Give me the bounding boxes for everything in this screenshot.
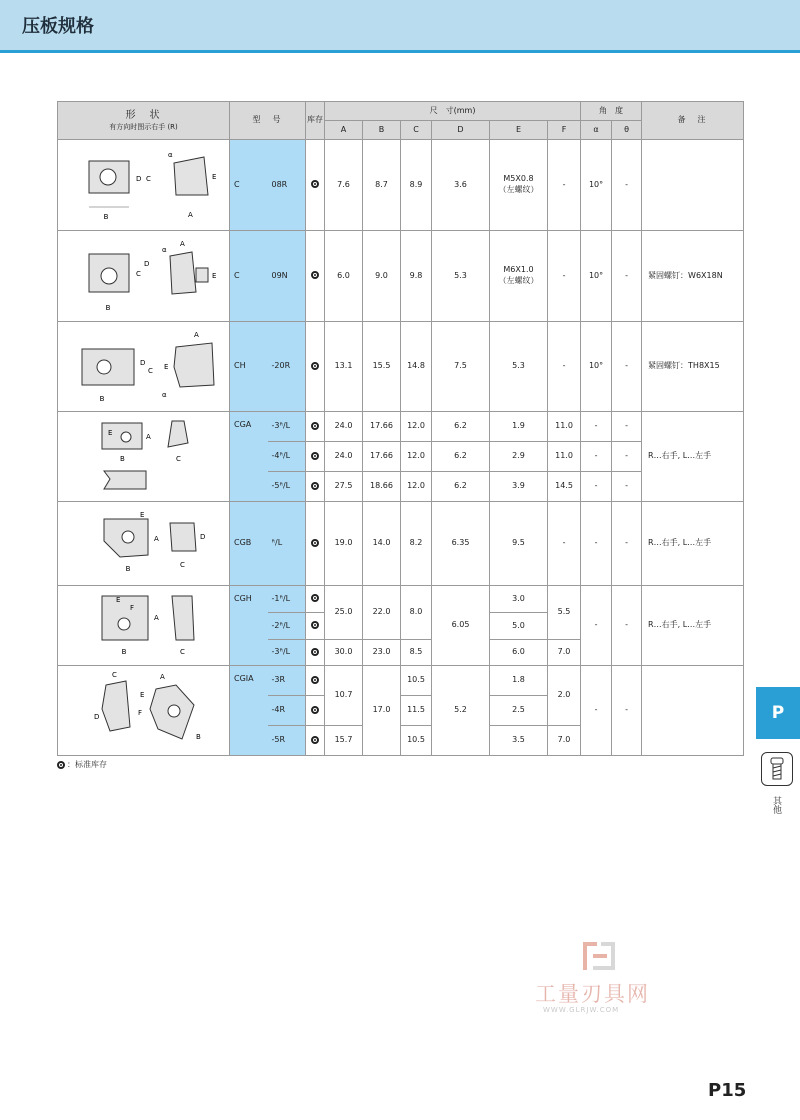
- svg-text:E: E: [211, 173, 216, 181]
- header-c: C: [401, 121, 432, 140]
- cell-c: 12.0: [401, 412, 432, 442]
- stock-icon: [57, 761, 65, 769]
- svg-text:C: C: [179, 560, 185, 569]
- cell-b: 17.66: [363, 442, 401, 472]
- svg-text:C: C: [145, 175, 151, 183]
- svg-text:C: C: [147, 366, 153, 375]
- cell-theta: -: [612, 472, 642, 502]
- table-row: [58, 231, 744, 322]
- header-dimensions: 尺 寸(mm): [325, 102, 581, 121]
- table-row: [58, 586, 744, 613]
- stock-legend: [57, 759, 107, 770]
- header-model: 型 号: [230, 102, 306, 140]
- model-suffix: -1ᴿ/L: [268, 586, 306, 613]
- header-e: E: [490, 121, 548, 140]
- cell-f: 11.0: [548, 442, 581, 472]
- cell-d: 6.2: [432, 412, 490, 442]
- clamp-cgh-drawing: [58, 586, 230, 666]
- model-suffix: 09N: [268, 231, 306, 322]
- cell-c: 8.5: [401, 640, 432, 666]
- header-b: B: [363, 121, 401, 140]
- cell-theta: -: [612, 666, 642, 756]
- cell-f: -: [548, 231, 581, 322]
- stock-icon: [311, 706, 319, 714]
- model-suffix: -2ᴿ/L: [268, 613, 306, 640]
- side-label: 其他: [771, 796, 781, 814]
- stock-icon: [311, 676, 319, 684]
- svg-text:C: C: [175, 454, 181, 463]
- model-suffix: -5ᴿ/L: [268, 472, 306, 502]
- model-prefix: C: [230, 140, 268, 231]
- cell-theta: -: [612, 231, 642, 322]
- cell-note: 紧固螺钉：TH8X15: [642, 322, 744, 412]
- model-prefix: C: [230, 231, 268, 322]
- svg-text:E: E: [211, 272, 216, 280]
- svg-text:A: A: [159, 672, 165, 681]
- cell-c: 12.0: [401, 442, 432, 472]
- cell-note: R…右手, L…左手: [642, 412, 744, 502]
- cell-theta: -: [612, 502, 642, 586]
- clamp-c09n-drawing: [58, 231, 230, 322]
- cell-f: -: [548, 322, 581, 412]
- svg-text:F: F: [129, 603, 134, 612]
- cell-e: 2.9: [490, 442, 548, 472]
- cell-a: 27.5: [325, 472, 363, 502]
- cell-b: 9.0: [363, 231, 401, 322]
- header-angle: 角 度: [581, 102, 642, 121]
- watermark-text: 工量刃具网: [535, 982, 650, 1006]
- cell-alpha: -: [581, 586, 612, 666]
- cell-b: 17.66: [363, 412, 401, 442]
- svg-text:C: C: [179, 647, 185, 656]
- svg-text:E: E: [163, 362, 168, 371]
- svg-text:F: F: [137, 708, 142, 717]
- watermark-logo-icon: [579, 940, 619, 972]
- model-prefix: CGA: [230, 412, 268, 502]
- section-tab-p[interactable]: P: [756, 687, 800, 739]
- header-shape: 形 状 有方向时图示右手 (R): [58, 102, 230, 140]
- page-number: P15: [708, 1080, 747, 1101]
- table-row: [58, 322, 744, 412]
- clamp-cgia-drawing: [58, 666, 230, 756]
- cell-d: 5.2: [432, 666, 490, 756]
- table-row: [58, 140, 744, 231]
- cell-a: 6.0: [325, 231, 363, 322]
- svg-text:A: A: [153, 613, 159, 622]
- cell-c: 9.8: [401, 231, 432, 322]
- table-row: [58, 412, 744, 442]
- svg-text:E: E: [139, 690, 144, 699]
- cell-e: 1.8: [490, 666, 548, 696]
- cell-alpha: -: [581, 502, 612, 586]
- cell-c: 8.9: [401, 140, 432, 231]
- model-suffix: -4R: [268, 696, 306, 726]
- screw-icon: [761, 752, 793, 786]
- svg-text:C: C: [135, 270, 141, 278]
- cell-f: 11.0: [548, 412, 581, 442]
- svg-text:A: A: [193, 330, 199, 339]
- table-row: [58, 666, 744, 696]
- svg-text:A: A: [153, 534, 159, 543]
- stock-cell: [306, 640, 325, 666]
- stock-cell: [306, 696, 325, 726]
- cell-alpha: -: [581, 442, 612, 472]
- cell-d: 3.6: [432, 140, 490, 231]
- stock-cell: [306, 412, 325, 442]
- stock-cell: [306, 322, 325, 412]
- cell-b: 18.66: [363, 472, 401, 502]
- stock-icon: [311, 271, 319, 279]
- cell-e: 1.9: [490, 412, 548, 442]
- model-suffix: 08R: [268, 140, 306, 231]
- cell-d: 5.3: [432, 231, 490, 322]
- svg-text:D: D: [143, 260, 149, 268]
- cell-c: 11.5: [401, 696, 432, 726]
- model-suffix: -20R: [268, 322, 306, 412]
- cell-a: 24.0: [325, 442, 363, 472]
- clamp-cga-drawing: [58, 412, 230, 502]
- cell-b: 8.7: [363, 140, 401, 231]
- stock-cell: [306, 140, 325, 231]
- cell-d: 6.05: [432, 586, 490, 666]
- svg-text:B: B: [119, 454, 125, 463]
- cell-f: -: [548, 502, 581, 586]
- stock-cell: [306, 666, 325, 696]
- cell-c: 14.8: [401, 322, 432, 412]
- stock-icon: [311, 452, 319, 460]
- watermark: [535, 940, 675, 1020]
- header-d: D: [432, 121, 490, 140]
- cell-f: 2.0: [548, 666, 581, 726]
- clamp-c08r-drawing: [58, 140, 230, 231]
- svg-text:C: C: [111, 670, 117, 679]
- clamp-ch20r-drawing: [58, 322, 230, 412]
- stock-icon: [311, 594, 319, 602]
- stock-cell: [306, 442, 325, 472]
- svg-text:D: D: [135, 175, 141, 183]
- stock-cell: [306, 472, 325, 502]
- cell-alpha: -: [581, 666, 612, 756]
- cell-b: 15.5: [363, 322, 401, 412]
- header-a: A: [325, 121, 363, 140]
- model-suffix: -4ᴿ/L: [268, 442, 306, 472]
- svg-text:D: D: [199, 532, 205, 541]
- svg-text:α: α: [161, 246, 167, 254]
- cell-d: 6.35: [432, 502, 490, 586]
- stock-icon: [311, 362, 319, 370]
- cell-alpha: 10°: [581, 322, 612, 412]
- cell-e: 5.0: [490, 613, 548, 640]
- cell-alpha: 10°: [581, 231, 612, 322]
- header-alpha: α: [581, 121, 612, 140]
- cell-e: 3.9: [490, 472, 548, 502]
- cell-e: M6X1.0 （左螺纹）: [490, 231, 548, 322]
- table-row: [58, 502, 744, 586]
- model-suffix: -5R: [268, 726, 306, 756]
- cell-a: 13.1: [325, 322, 363, 412]
- model-suffix: -3ᴿ/L: [268, 640, 306, 666]
- cell-a: 19.0: [325, 502, 363, 586]
- cell-note: R…右手, L…左手: [642, 586, 744, 666]
- cell-theta: -: [612, 586, 642, 666]
- svg-text:B: B: [103, 213, 108, 221]
- svg-text:E: E: [115, 595, 120, 604]
- cell-theta: -: [612, 322, 642, 412]
- cell-f: -: [548, 140, 581, 231]
- stock-cell: [306, 231, 325, 322]
- svg-text:D: D: [93, 712, 99, 721]
- cell-alpha: 10°: [581, 140, 612, 231]
- cell-b: 22.0: [363, 586, 401, 640]
- stock-cell: [306, 613, 325, 640]
- model-prefix: CGH: [230, 586, 268, 666]
- cell-b: 23.0: [363, 640, 401, 666]
- cell-a: 30.0: [325, 640, 363, 666]
- svg-text:A: A: [179, 240, 185, 248]
- stock-icon: [311, 180, 319, 188]
- spec-table: [57, 101, 744, 756]
- model-suffix: ᴿ/L: [268, 502, 306, 586]
- cell-e: M5X0.8 （左螺纹）: [490, 140, 548, 231]
- svg-text:A: A: [187, 211, 193, 219]
- cell-a: 7.6: [325, 140, 363, 231]
- header-note: 备 注: [642, 102, 744, 140]
- svg-text:A: A: [145, 432, 151, 441]
- cell-a: 15.7: [325, 726, 363, 756]
- clamp-cgb-drawing: [58, 502, 230, 586]
- svg-text:B: B: [195, 732, 201, 741]
- cell-e: 2.5: [490, 696, 548, 726]
- model-suffix: -3R: [268, 666, 306, 696]
- cell-c: 10.5: [401, 666, 432, 696]
- cell-f: 7.0: [548, 726, 581, 756]
- stock-icon: [311, 736, 319, 744]
- cell-alpha: -: [581, 472, 612, 502]
- stock-icon: [311, 482, 319, 490]
- cell-e: 6.0: [490, 640, 548, 666]
- header-f: F: [548, 121, 581, 140]
- svg-text:α: α: [161, 390, 167, 399]
- cell-a: 10.7: [325, 666, 363, 726]
- cell-d: 6.2: [432, 472, 490, 502]
- header-stock: 库存: [306, 102, 325, 140]
- stock-cell: [306, 726, 325, 756]
- cell-note: 紧固螺钉：W6X18N: [642, 231, 744, 322]
- stock-cell: [306, 586, 325, 613]
- cell-a: 24.0: [325, 412, 363, 442]
- cell-alpha: -: [581, 412, 612, 442]
- svg-text:B: B: [121, 647, 126, 656]
- stock-icon: [311, 422, 319, 430]
- cell-d: 7.5: [432, 322, 490, 412]
- cell-e: 5.3: [490, 322, 548, 412]
- stock-cell: [306, 502, 325, 586]
- page-title: 压板规格: [22, 16, 94, 37]
- stock-icon: [311, 621, 319, 629]
- svg-text:B: B: [105, 304, 110, 312]
- header-theta: θ: [612, 121, 642, 140]
- model-suffix: -3ᴿ/L: [268, 412, 306, 442]
- cell-a: 25.0: [325, 586, 363, 640]
- cell-note: R…右手, L…左手: [642, 502, 744, 586]
- cell-f: 14.5: [548, 472, 581, 502]
- cell-c: 8.2: [401, 502, 432, 586]
- cell-b: 14.0: [363, 502, 401, 586]
- cell-e: 3.5: [490, 726, 548, 756]
- cell-theta: -: [612, 140, 642, 231]
- svg-text:α: α: [167, 151, 173, 159]
- svg-text:D: D: [139, 358, 145, 367]
- legend-text: ：标准库存: [67, 760, 107, 769]
- cell-f: 5.5: [548, 586, 581, 640]
- cell-c: 10.5: [401, 726, 432, 756]
- cell-theta: -: [612, 412, 642, 442]
- cell-c: 8.0: [401, 586, 432, 640]
- cell-e: 9.5: [490, 502, 548, 586]
- cell-b: 17.0: [363, 666, 401, 756]
- header-bar: [0, 0, 800, 50]
- model-prefix: CGIA: [230, 666, 268, 756]
- watermark-url: WWW.GLRJW.COM: [543, 1006, 620, 1014]
- cell-theta: -: [612, 442, 642, 472]
- stock-icon: [311, 539, 319, 547]
- svg-text:B: B: [99, 394, 104, 403]
- stock-icon: [311, 648, 319, 656]
- header-accent-line: [0, 50, 800, 53]
- cell-note: [642, 140, 744, 231]
- cell-c: 12.0: [401, 472, 432, 502]
- cell-e: 3.0: [490, 586, 548, 613]
- svg-text:E: E: [139, 510, 144, 519]
- model-prefix: CGB: [230, 502, 268, 586]
- model-prefix: CH: [230, 322, 268, 412]
- cell-note: [642, 666, 744, 756]
- cell-d: 6.2: [432, 442, 490, 472]
- svg-text:E: E: [107, 428, 112, 437]
- svg-text:B: B: [125, 564, 130, 573]
- cell-f: 7.0: [548, 640, 581, 666]
